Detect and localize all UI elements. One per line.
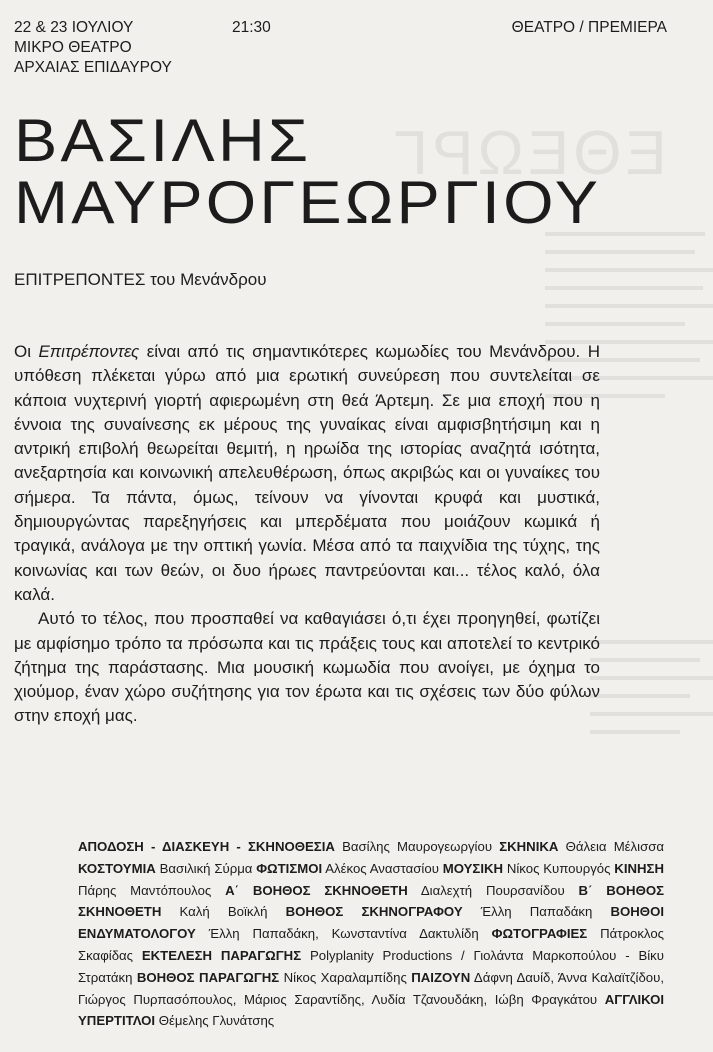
credit-names: Θέμελης Γλυνάτσης xyxy=(158,1013,275,1029)
description xyxy=(14,340,600,729)
credit-entry xyxy=(78,861,252,876)
credit-role: ΒΟΗΘΟΣ ΠΑΡΑΓΩΓΗΣ xyxy=(136,969,280,985)
credit-role: Β΄ ΒΟΗΘΟΣ ΣΚΗΝΟΘΕΤΗ xyxy=(78,882,665,920)
credit-role: ΣΚΗΝΙΚΑ xyxy=(499,839,559,854)
credit-role: ΦΩΤΟΓΡΑΦΙΕΣ xyxy=(491,926,588,942)
credit-role: ΕΚΤΕΛΕΣΗ ΠΑΡΑΓΩΓΗΣ xyxy=(141,947,302,963)
event-category: ΘΕΑΤΡΟ / ΠΡΕΜΙΕΡΑ xyxy=(511,19,667,36)
credit-entry xyxy=(225,883,565,898)
credit-entry xyxy=(256,861,439,876)
credit-role: ΦΩΤΙΣΜΟΙ xyxy=(256,860,323,876)
credit-names: Δάφνη Δαυίδ, Άννα Καλαϊτζίδου, Γιώργος Πυρπασόπουλος, Μάριος Σαραντίδης, Λυδία Τζανουδάκη, Ιώβη Φραγκάτου xyxy=(78,969,665,1007)
credit-names: Βασίλης Μαυρογεωργίου xyxy=(342,839,493,854)
credit-names: Νίκος Χαραλαμπίδης xyxy=(283,969,407,985)
description-paragraph-1: Οι Επιτρέποντες είναι από τις σημαντικότερες κωμωδίες του Μενάνδρου. Η υπόθεση πλέκεται γύρω από μια ερωτική συνεύρεση που συντελείται σε κάποια νυχτερινή γιορτή αφιερωμένη στη θεά Άρτεμη. Σε μια εποχή που η έννοια της συναίνεσης εκ μέρους της γυναίκας είναι αμφισβητήσιμη και η αντρική επιβολή θεωρείται θεμιτή, η ηρωίδα της ιστορίας αναζητά ισότητα, ανεξαρτησία και κοινωνική απελευθέρωση, όπως ακριβώς και οι γυναίκες του σήμερα. Τα πάντα, όμως, τείνουν να γίνονται κρυφά και μυστικά, δημιουργώντας παρεξηγήσεις και μπερδέματα που μοιάζουν κωμικά ή τραγικά, ανάλογα με την οπτική γωνία. Μέσα από τα παιχνίδια της τύχης, της κοινωνίας και των θεών, οι δυο ήρωες παντρεύονται και... τέλος καλό, όλα καλά. xyxy=(14,342,600,604)
play-title-italic: Επιτρέποντες xyxy=(38,342,140,361)
title-line-2: ΜΑΥΡΟΓΕΩΡΓΙΟΥ xyxy=(14,169,602,236)
credit-names: Θάλεια Μέλισσα xyxy=(565,839,664,854)
event-time: 21:30 xyxy=(232,19,271,36)
description-paragraph-2: Αυτό το τέλος, που προσπαθεί να καθαγιάσει ό,τι έχει προηγηθεί, φωτίζει με αμφίσημο τρόπο τα πρόσωπα και τις πράξεις τους και αποτελεί το κεντρικό ζήτημα της παράστασης. Μια μουσική κωμωδία που ανοίγει, με όχημα το χιούμορ, έναν χώρο συζήτησης για τον έρωτα και τις σχέσεις των δύο φύλων στην εποχή μας. xyxy=(14,609,600,726)
reverse-page-text-lines-lower xyxy=(590,640,713,748)
title-line-1: ΒΑΣΙΛΗΣ xyxy=(14,107,312,174)
credit-names: Έλλη Παπαδάκη, Κωνσταντίνα Δακτυλίδη xyxy=(208,926,479,942)
credit-names: Διαλεχτή Πουρσανίδου xyxy=(420,882,565,898)
event-date: 22 & 23 ΙΟΥΛΙΟΥ xyxy=(14,19,134,36)
credit-names: Νίκος Κυπουργός xyxy=(506,860,611,876)
credit-names: Βασιλική Σύρμα xyxy=(159,860,253,876)
page-title xyxy=(14,107,602,236)
credit-names: Έλλη Παπαδάκη xyxy=(480,904,593,920)
credit-names: Αλέκος Αναστασίου xyxy=(325,860,439,876)
credit-role: ΑΠΟΔΟΣΗ - ΔΙΑΣΚΕΥΗ - ΣΚΗΝΟΘΕΣΙΑ xyxy=(78,839,335,854)
credit-names: Polyplanity Productions / Γιολάντα Μαρκοπούλου - Βίκυ Στρατάκη xyxy=(78,947,664,985)
credit-names: Καλή Βοϊκλή xyxy=(179,904,268,920)
credit-entry xyxy=(443,861,611,876)
venue-line-2: ΑΡΧΑΙΑΣ ΕΠΙΔΑΥΡΟΥ xyxy=(14,59,172,76)
credit-names: Πάρης Μαντόπουλος xyxy=(78,882,212,898)
play-subtitle: ΕΠΙΤΡΕΠΟΝΤΕΣ του Μενάνδρου xyxy=(14,270,267,289)
credit-names: Πάτροκλος Σκαφίδας xyxy=(78,926,665,963)
venue-line-1: ΜΙΚΡΟ ΘΕΑΤΡΟ xyxy=(14,39,132,56)
credit-role: ΑΓΓΛΙΚΟΙ ΥΠΕΡΤΙΤΛΟΙ xyxy=(78,991,665,1029)
credits xyxy=(78,836,664,1032)
credit-role: ΒΟΗΘΟΣ ΣΚΗΝΟΓΡΑΦΟΥ xyxy=(285,904,463,920)
credit-role: Α΄ ΒΟΗΘΟΣ ΣΚΗΝΟΘΕΤΗ xyxy=(225,882,408,898)
credit-role: ΒΟΗΘΟΙ ΕΝΔΥΜΑΤΟΛΟΓΟΥ xyxy=(78,904,664,942)
credit-entry xyxy=(499,839,664,854)
credit-entry xyxy=(286,904,593,919)
credit-entry xyxy=(78,839,492,854)
reverse-page-show-through: ΕΘΕΩΡΓ xyxy=(390,119,667,188)
credit-role: ΚΟΣΤΟΥΜΙΑ xyxy=(78,860,156,876)
credit-role: ΜΟΥΣΙΚΗ xyxy=(442,860,504,876)
credit-role: ΚΙΝΗΣΗ xyxy=(614,860,664,876)
credit-entry xyxy=(137,970,407,985)
credit-role: ΠΑΙΖΟΥΝ xyxy=(411,969,471,985)
